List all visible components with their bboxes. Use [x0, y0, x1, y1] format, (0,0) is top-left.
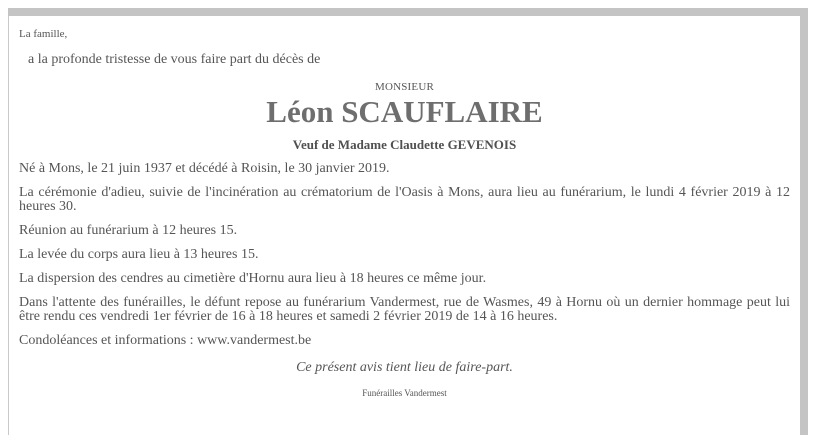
frame-left-border: [8, 16, 9, 435]
birth-death-paragraph: Né à Mons, le 21 juin 1937 et décédé à Roisin, le 30 janvier 2019.: [19, 161, 390, 176]
death-notice: [19, 20, 790, 401]
removal-paragraph: La levée du corps aura lieu à 13 heures 15.: [19, 247, 259, 262]
spouse-line: Veuf de Madame Claudette GEVENOIS: [292, 137, 517, 152]
closing-note: Ce présent avis tient lieu de faire-part.: [296, 360, 513, 375]
ashes-paragraph: La dispersion des cendres au cimetière d'Hornu aura lieu à 18 heures ce même jour.: [19, 271, 487, 286]
announcement-line: a la profonde tristesse de vous faire part du décès de: [28, 52, 321, 67]
frame-right-border: [800, 8, 808, 435]
ceremony-paragraph: La cérémonie d'adieu, suivie de l'incinération au crématorium de l'Oasis à Mons, aura lieu au funérarium, le lundi 4 février 2019 à 12 heures 30.: [19, 185, 790, 214]
gathering-paragraph: Réunion au funérarium à 12 heures 15.: [19, 223, 238, 238]
frame-top-border: [8, 8, 808, 16]
honorific-title: MONSIEUR: [374, 81, 435, 93]
undertaker-name: Funérailles Vandermest: [362, 388, 447, 398]
family-intro: La famille,: [19, 28, 68, 40]
deceased-name: Léon SCAUFLAIRE: [266, 94, 543, 129]
condolences-paragraph: Condoléances et informations : www.vandermest.be: [19, 333, 312, 348]
visitation-paragraph: Dans l'attente des funérailles, le défunt repose au funérarium Vandermest, rue de Wasmes, 49 à Hornu où un dernier hommage peut lui être rendu ces vendredi 1er février de 16 à 18 heures et samedi 2 février 2019 de 14 à 16 heures.: [19, 295, 790, 324]
